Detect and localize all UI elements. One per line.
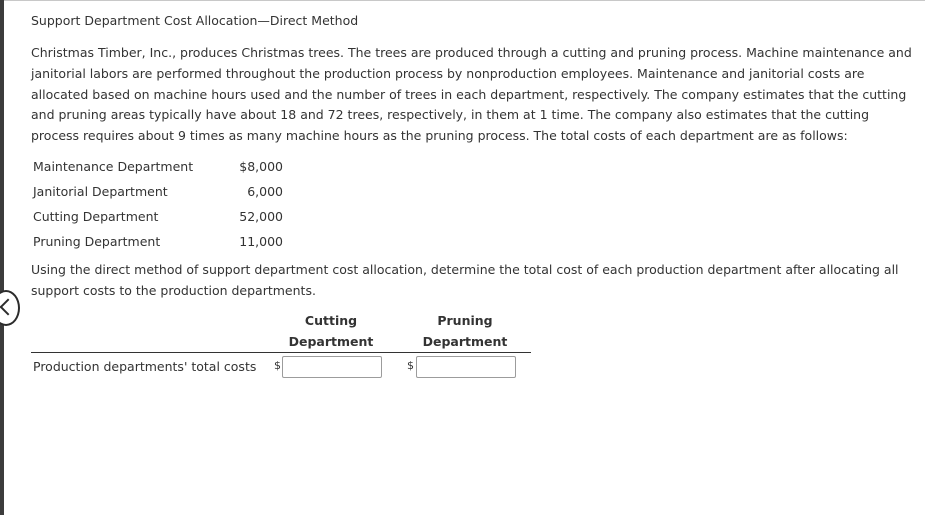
cost-label: Janitorial Department	[33, 184, 168, 199]
left-edge-bar	[0, 0, 4, 515]
cost-label: Pruning Department	[33, 234, 161, 249]
currency-symbol: $	[274, 359, 281, 372]
cost-amount: 6,000	[247, 184, 283, 199]
cost-row-janitorial	[33, 181, 283, 206]
column-header-line: Cutting	[304, 313, 358, 328]
cost-amount: $8,000	[239, 159, 283, 174]
cost-amount: 11,000	[239, 234, 283, 249]
column-header-pruning	[415, 310, 515, 352]
page-title: Support Department Cost Allocation—Direct Method	[31, 13, 359, 28]
column-header-cutting	[281, 310, 381, 352]
column-header-line: Pruning	[437, 313, 493, 328]
pruning-total-input[interactable]	[416, 356, 516, 378]
cost-row-cutting	[33, 206, 283, 231]
cutting-total-input[interactable]	[282, 356, 382, 378]
question-text: Using the direct method of support department cost allocation, determine the total cost of each production department after allocating all support costs to the production departments.	[31, 262, 899, 298]
problem-intro: Christmas Timber, Inc., produces Christmas trees. The trees are produced through a cutting and pruning process. Machine maintenance and janitorial labors are performed throughout the production process by nonproduction employees. Maintenance and janitorial costs are allocated based on machine hours used and the number of trees in each department, respectively. The company estimates that the cutting and pruning areas typically have about 18 and 72 trees, respectively, in them at 1 time. The company also estimates that the cutting process requires about 9 times as many machine hours as the pruning process. The total costs of each department are as follows:	[31, 45, 912, 144]
back-tab-button[interactable]	[0, 290, 20, 326]
department-costs-table	[33, 156, 283, 256]
answer-row-label: Production departments' total costs	[33, 359, 257, 374]
currency-symbol: $	[407, 359, 414, 372]
cost-label: Maintenance Department	[33, 159, 194, 174]
cost-amount: 52,000	[239, 209, 283, 224]
chevron-left-icon	[0, 299, 16, 316]
header-underline	[31, 352, 531, 353]
top-divider	[4, 0, 925, 1]
cost-row-maintenance	[33, 156, 283, 181]
cost-row-pruning	[33, 231, 283, 256]
cost-label: Cutting Department	[33, 209, 159, 224]
column-header-line: Department	[288, 334, 374, 349]
column-header-line: Department	[422, 334, 508, 349]
